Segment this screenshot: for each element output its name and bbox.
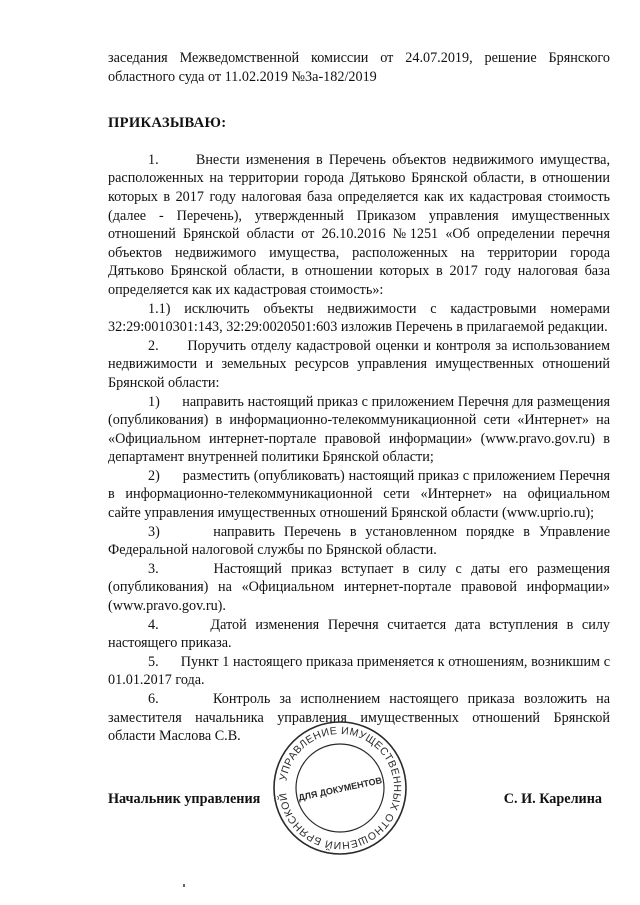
stamp-center-text: ДЛЯ ДОКУМЕНТОВ <box>297 775 383 803</box>
signature-position: Начальник управления <box>108 791 261 807</box>
paragraph-subitem-3: 3) направить Перечень в установленном порядке в Управление Федеральной налоговой службы по Брянской области. <box>108 523 610 559</box>
paragraph-item-1: 1. Внести изменения в Перечень объектов недвижимого имущества, расположенных на территории города Дятьково Брянской области, в отношении которых в 2017 году налоговая база определяется как их кадастровая стоимость (далее - Перечень), утвержденный Приказом управления имущественных отношений Брянской области от 26.10.2016 №1251 «Об определении перечня объектов недвижимого имущества, расположенных на территории города Дятьково Брянской области, в отношении которых в 2017 году налоговая база определяется как их кадастровая стоимость»: <box>108 151 610 298</box>
order-heading: ПРИКАЗЫВАЮ: <box>108 115 227 132</box>
paragraph-item-5: 5. Пункт 1 настоящего приказа применяется к отношениям, возникшим с 01.01.2017 года. <box>108 653 610 689</box>
stamp-seal-icon <box>270 718 410 858</box>
paragraph-item-2: 2. Поручить отделу кадастровой оценки и контроля за использованием недвижимости и земельных ресурсов управления имущественных отношений Брянской области: <box>108 337 610 391</box>
scan-speck <box>183 884 185 887</box>
paragraph-item-6: 6. Контроль за исполнением настоящего приказа возложить на заместителя начальника управления имущественных отношений Брянской области Маслова С.В. <box>108 691 610 745</box>
stamp-ring-text: УПРАВЛЕНИЕ ИМУЩЕСТВЕННЫХ ОТНОШЕНИЙ БРЯНСКОЙ <box>277 724 404 852</box>
document-body <box>108 49 610 746</box>
intro-paragraph: заседания Межведомственной комиссии от 24.07.2019, решение Брянского областного суда от 11.02.2019 №3а-182/2019 <box>108 50 610 85</box>
paragraph-subitem-2: 2) разместить (опубликовать) настоящий приказ с приложением Перечня в информационно-телекоммуникационной сети «Интернет» на официальном сайте управления имущественных отношений Брянской области (www.uprio.ru); <box>108 467 610 522</box>
paragraph-item-4: 4. Датой изменения Перечня считается дата вступления в силу настоящего приказа. <box>108 616 610 652</box>
paragraph-item-1-1: 1.1) исключить объекты недвижимости с кадастровыми номерами 32:29:0010301:143, 32:29:0020501:603 изложив Перечень в прилагаемой редакции. <box>108 300 610 336</box>
paragraph-item-3: 3. Настоящий приказ вступает в силу с даты его размещения (опубликования) на «Официальном интернет-портале правовой информации» (www.pravo.gov.ru). <box>108 560 610 615</box>
official-stamp <box>270 718 410 858</box>
signature-name: С. И. Карелина <box>503 791 602 807</box>
paragraph-subitem-1: 1) направить настоящий приказ с приложением Перечня для размещения (опубликования) в информационно-телекоммуникационной сети «Интернет» на «Официальном интернет-портале правовой информации» (www.pravo.gov.ru) в департамент внутренней политики Брянской области; <box>108 393 610 466</box>
signature-block <box>108 791 610 813</box>
